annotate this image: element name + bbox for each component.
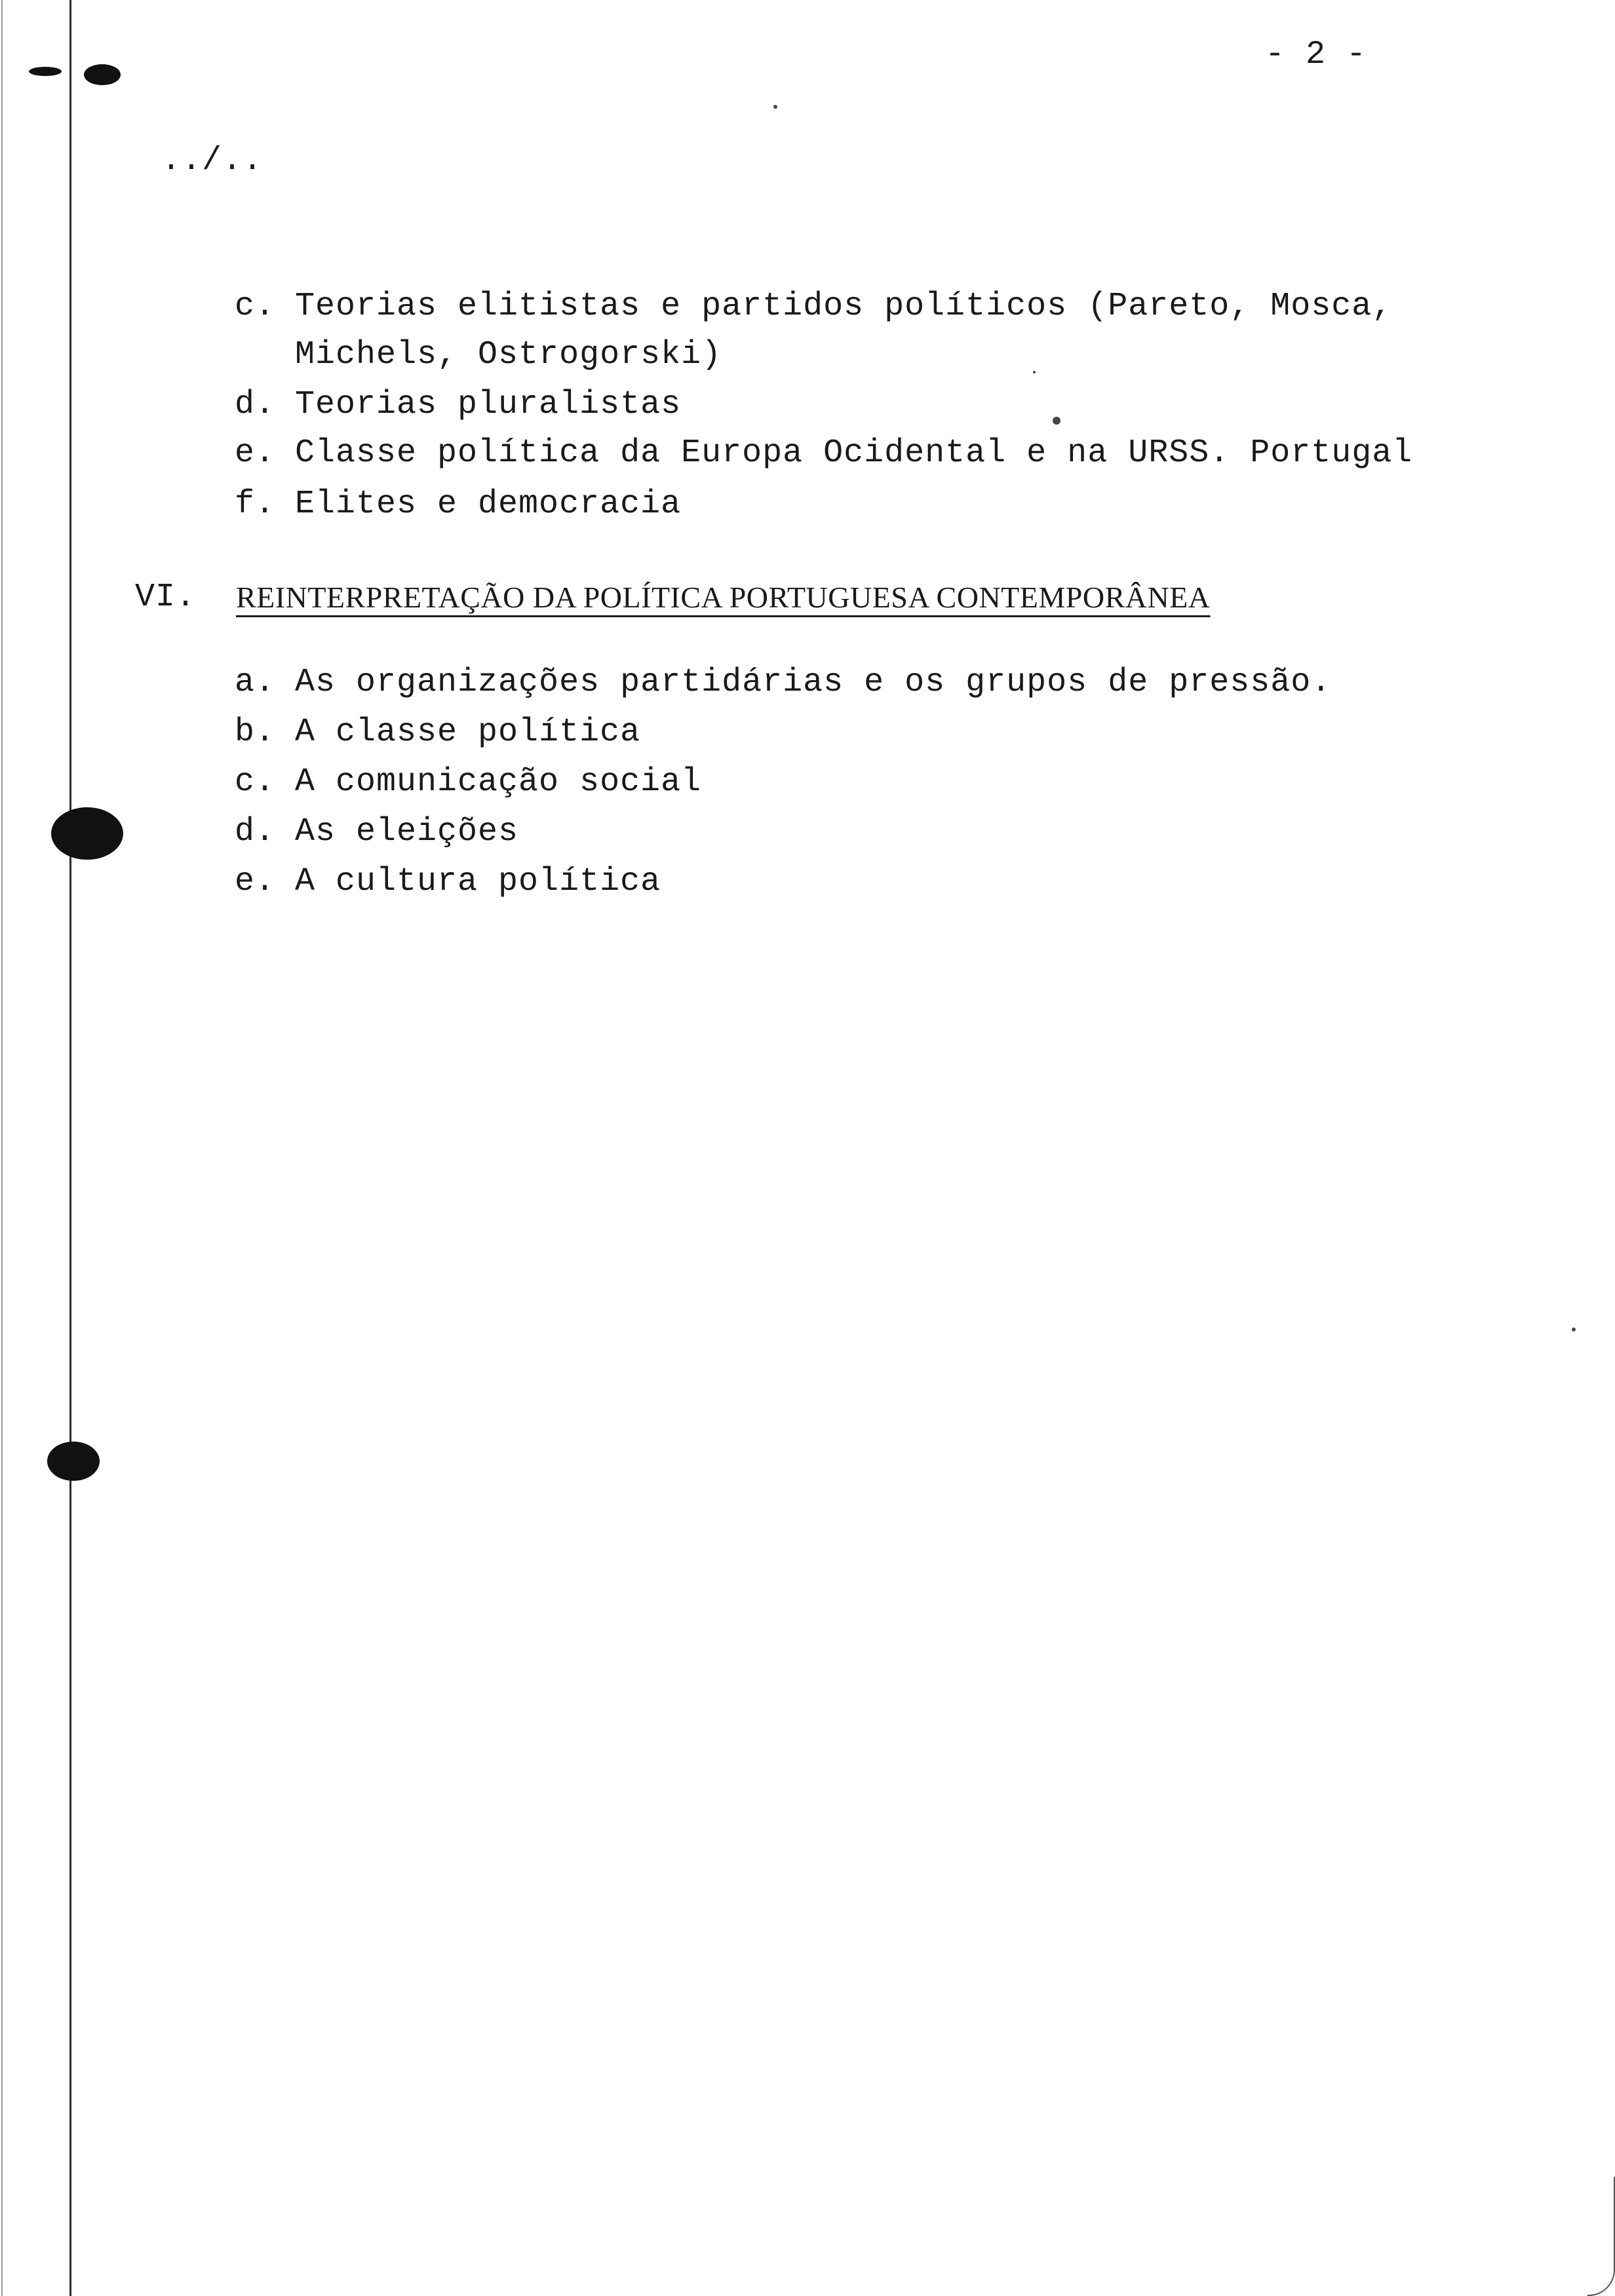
list-item-text: Teorias elitistas e partidos políticos (Pareto, Mosca,: [295, 288, 1393, 325]
list-item-text: As eleições: [295, 813, 519, 851]
continuation-mark: ../..: [161, 142, 263, 180]
section-numeral: VI.: [135, 579, 197, 616]
item-marker: c.: [235, 763, 276, 801]
item-marker: c.: [235, 288, 276, 325]
list-item-text: A classe política: [295, 714, 641, 751]
list-item-text: A cultura política: [295, 863, 661, 900]
list-item-text: Elites e democracia: [295, 486, 682, 523]
item-marker: a.: [235, 664, 276, 701]
punch-hole-lower: [47, 1442, 100, 1481]
punch-mark-left: [29, 67, 62, 76]
item-marker: d.: [235, 386, 276, 423]
list-item-continuation: Michels, Ostrogorski): [295, 336, 722, 373]
speck: [1033, 371, 1036, 373]
item-marker: e.: [235, 434, 276, 472]
binding-margin-line: [69, 0, 71, 2296]
list-item-text: Classe política da Europa Ocidental e na URSS. Portugal: [295, 434, 1413, 472]
item-marker: b.: [235, 714, 276, 751]
speck: [1053, 417, 1060, 425]
item-marker: f.: [235, 486, 276, 523]
list-item-text: Teorias pluralistas: [295, 386, 682, 423]
list-item-text: A comunicação social: [295, 763, 702, 801]
page-number: - 2 -: [1265, 36, 1367, 73]
item-marker: e.: [235, 863, 276, 900]
speck: [773, 105, 777, 109]
list-item-text: As organizações partidárias e os grupos de pressão.: [295, 664, 1332, 701]
punch-hole-top: [84, 64, 121, 85]
speck: [1572, 1328, 1576, 1331]
section-title: REINTERPRETAÇÃO DA POLÍTICA PORTUGUESA CONTEMPORÂNEA: [236, 581, 1211, 614]
punch-hole-middle: [51, 807, 123, 860]
page-corner-curl: [1587, 2177, 1615, 2296]
item-marker: d.: [235, 813, 276, 851]
page-edge-line: [1, 0, 3, 2296]
